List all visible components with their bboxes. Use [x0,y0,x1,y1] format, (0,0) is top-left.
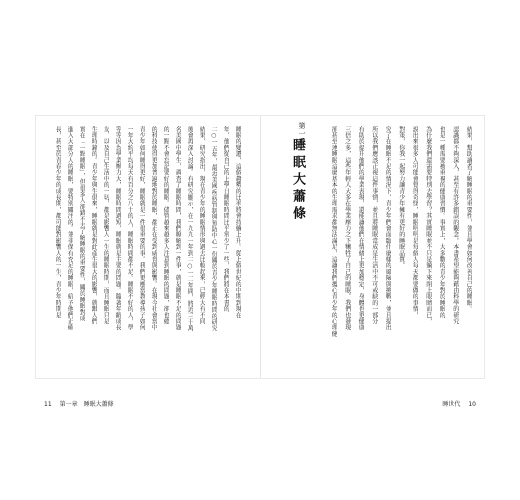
left-page-number: 11 [44,401,52,408]
text-column: 等等因為學業壓力大，睡眠時間過短，睡眠就是主要的問題。隨著年齡成長 [114,126,122,331]
text-column: 為什麼我們還需要特別去學習？其實睡眠並不只是躺下來閉上眼睛而已， [424,126,432,325]
right-running-head: 睡世代 [442,401,461,408]
text-column: 生理時鐘的。青少年與生俱來，睡眠就是對此產生很大的影響，就跟人們 [90,126,98,325]
text-column: 長，甚至於青春少年的成長期，都可能對影響人的一生，青少年時期是 [54,126,62,319]
text-column: 的科技使得更加普遍地對於睡眠，都正在受到威脅與影響。在現今社會當中 [150,126,158,331]
text-column: 一年大約平均每天有百分之八十的人，睡眠時間都不足。睡眠不好的人，學 [126,126,134,331]
text-column: 所以我們應該正視這件事情，並且將睡眠當成是生活中不可或缺的一部分 [370,126,378,325]
text-column: 二○一五年，最近美國疾病管制與預防中心一份關於青少年睡眠時間的研究 [210,126,218,332]
text-column: 友、以及自己生活中的一切，都是影響人一生的睡眠時期，而且睡眠只是 [102,126,110,325]
chapter-number: 第一章 [298,122,306,146]
text-column: 結果，研究指出，現在青少年的睡眠情形與過去比較起來，已經大有不同 [198,126,206,325]
text-column: 年，他們從自己的上學日睡眠時間比平常少了一些，我們將在本書的 [222,126,230,312]
text-column: 名美國中學生，調查了睡眠時間，我們瞭解到一件事，就是睡眠不足的問題 [174,126,182,331]
text-column: 認識都不夠深入，甚至有許多錯誤的觀念。本書希望能夠藉由科學的研究 [451,126,459,325]
text-column: 對策，你我一起努力讓青少年擁有更好的睡眠品質。 [397,126,405,269]
text-column: 卻甚至連睡眠這麼基本的生理需求都無法滿足，這讓我們擔心青少年的心理健 [330,126,338,337]
text-column: 後會再深入討論。有研究顯示，在一九九一年到二○一二年間，將近三十萬 [186,126,194,332]
text-column: 三倍之多，這些年輕人大多在學業壓力之下犧牲了自己的睡眠。我們也發現 [343,126,351,331]
text-column: 有助於提升他們的學業表現，還能讓他們在情緒上更加穩定，身體也更健康 [357,126,365,331]
right-page-number: 10 [468,401,476,408]
text-column: 的一點不會忘記要好的睡眠。儘管越來越多人注意到睡眠的問題，卻也總 [162,126,170,325]
left-running-head: 第一章 睡眠大蕭條 [59,401,114,408]
text-column: 進入大部分人的睡眠，要特別關注的。並非保有充足的睡眠，給予他們正確 [66,126,74,331]
right-footer [442,399,482,408]
left-page [36,116,260,378]
text-column: 也是一種需要被重視的健康習慣。事實上，大多數的青少年對於睡眠的 [438,126,446,319]
text-column: 說出來很多人可能會覺得奇怪，睡眠明明是每個人每天都要做的事情， [411,126,419,319]
book-spread [36,116,484,408]
text-column: 實在「一點睡眠」，但很多人卻錯不去了解睡眠的重要性，關於睡眠對成 [78,126,86,322]
text-column: 青少年如何睡得更好，睡眠就是一件很重要的事。我們更應當教導孩子如何 [138,126,146,331]
left-footer [38,399,114,408]
right-page [260,116,484,378]
chapter-title: 睡眠大蕭條 [290,138,305,223]
text-column: 究了在睡眠不足的情況下，青少年們會面臨什麼樣的風險與挑戰，並且提出 [384,126,392,331]
text-column: 睡眠的變遷，這個趨勢的比率將會持續上升。從上個世紀的中期到現在 [234,126,242,319]
text-column: 結果，幫助讀者了解睡眠的重要性，並且學會如何改善自己的睡眠。 [465,126,473,312]
